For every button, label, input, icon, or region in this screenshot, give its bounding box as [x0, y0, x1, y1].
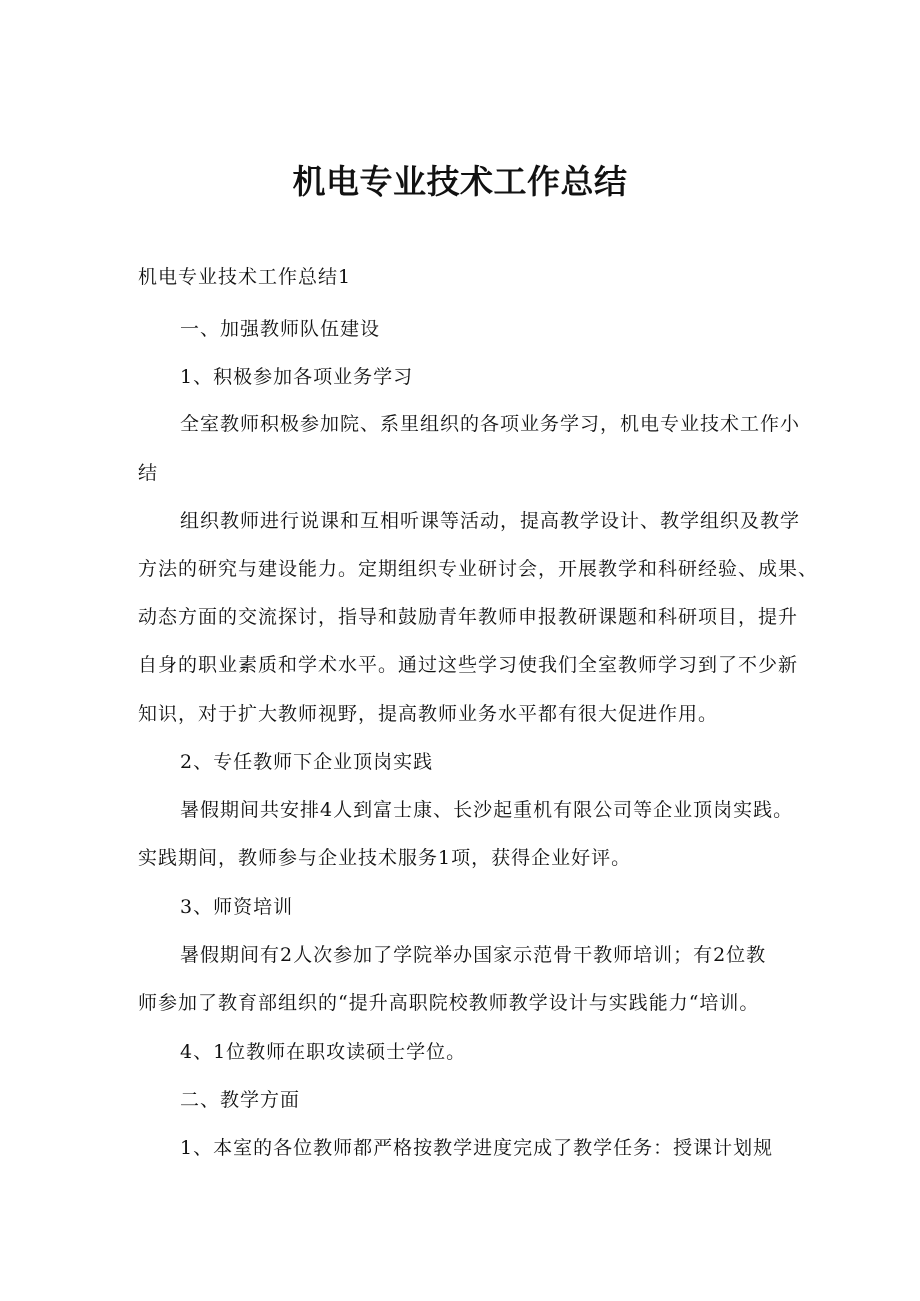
section-subtitle: 机电专业技术工作总结1 — [138, 266, 352, 288]
paragraph-line: 暑假期间共安排4人到富士康、长沙起重机有限公司等企业顶岗实践。 — [180, 799, 794, 821]
heading-line: 二、教学方面 — [180, 1089, 301, 1111]
paragraph-line: 组织教师进行说课和互相听课等活动，提高教学设计、教学组织及教学 — [180, 510, 801, 532]
paragraph-line: 暑假期间有2人次参加了学院举办国家示范骨干教师培训；有2位教 — [180, 944, 767, 966]
paragraph-line: 动态方面的交流探讨，指导和鼓励青年教师申报教研课题和科研项目，提升 — [138, 606, 799, 628]
paragraph-line: 方法的研究与建设能力。定期组织专业研讨会，开展教学和科研经验、成果、 — [138, 558, 819, 580]
paragraph-line: 知识，对于扩大教师视野，提高教师业务水平都有很大促进作用。 — [138, 703, 719, 725]
paragraph-line: 全室教师积极参加院、系里组织的各项业务学习，机电专业技术工作小 — [180, 413, 801, 435]
paragraph-line: 1、本室的各位教师都严格按教学进度完成了教学任务：授课计划规 — [180, 1137, 774, 1159]
paragraph-line: 自身的职业素质和学术水平。通过这些学习使我们全室教师学习到了不少新 — [138, 654, 799, 676]
heading-line: 一、加强教师队伍建设 — [180, 318, 381, 340]
paragraph-line: 结 — [138, 462, 159, 484]
paragraph-line: 实践期间，教师参与企业技术服务1项，获得企业好评。 — [138, 847, 632, 869]
heading-line: 1、积极参加各项业务学习 — [180, 366, 414, 388]
document-title: 机电专业技术工作总结 — [292, 162, 628, 201]
paragraph-line: 4、1位教师在职攻读硕士学位。 — [180, 1041, 467, 1063]
heading-line: 2、专任教师下企业顶岗实践 — [180, 751, 434, 773]
heading-line: 3、师资培训 — [180, 896, 294, 918]
paragraph-line: 师参加了教育部组织的“提升高职院校教师教学设计与实践能力“培训。 — [138, 992, 760, 1014]
